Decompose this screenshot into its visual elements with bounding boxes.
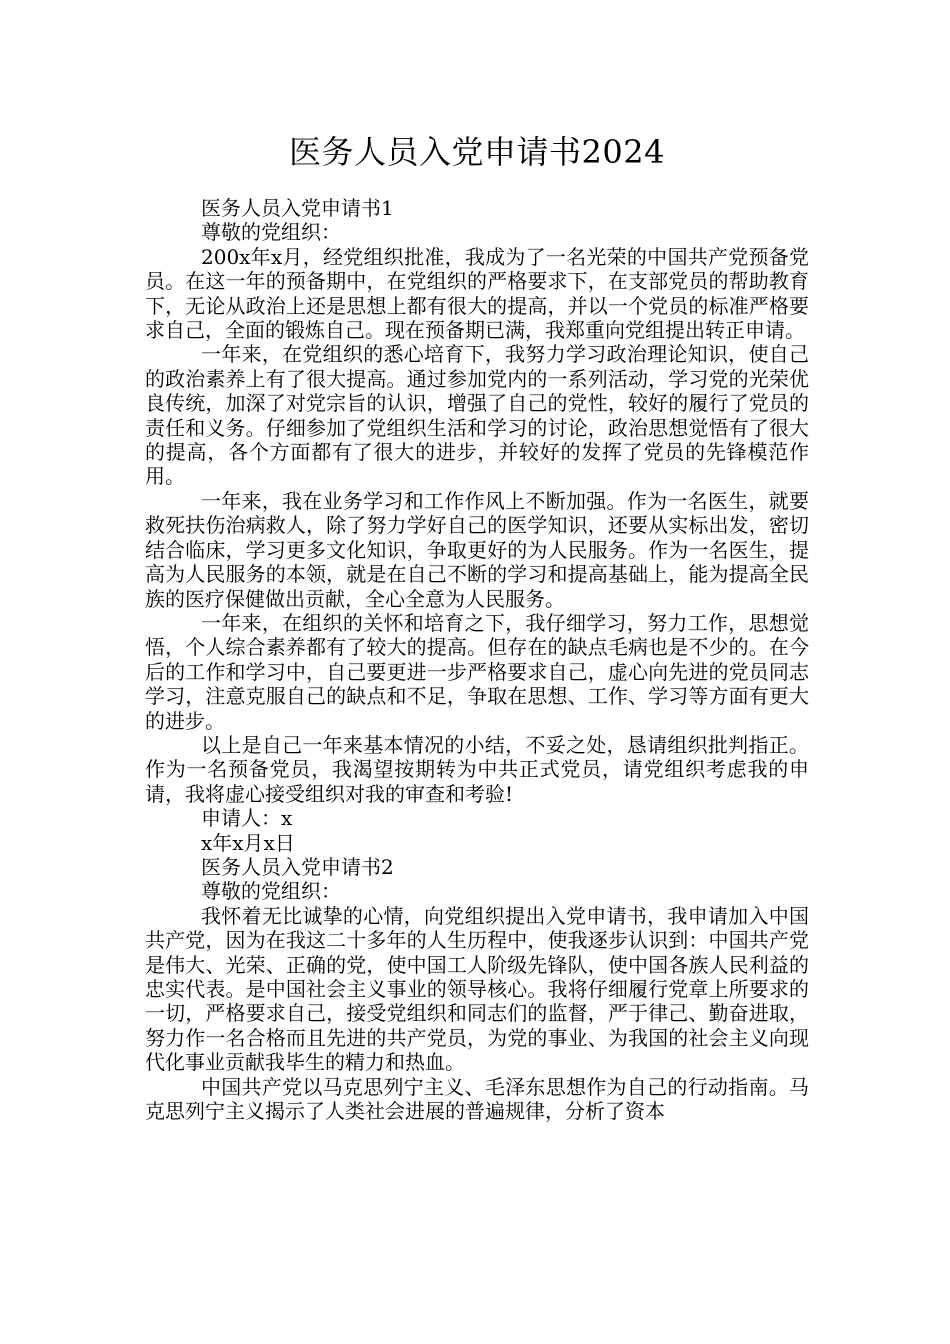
applicant-signature: 申请人：x [201, 806, 293, 831]
salutation-2: 尊敬的党组织： [201, 879, 341, 904]
salutation-1: 尊敬的党组织： [201, 220, 341, 245]
document-page [145, 130, 809, 1123]
body-paragraph: 一年来，我在业务学习和工作作风上不断加强。作为一名医生，就要救死扶伤治病救人，除了努力学好自己的医学知识，还要从实标出发，密切结合临床，学习更多文化知识，争取更好的为人民服务。作为一名医生，提高为人民服务的本领，就是在自己不断的学习和提高基础上，能为提高全民族的医疗保健做出贡献，全心全意为人民服务。 [145, 488, 809, 611]
document-title: 医务人员入党申请书2024 [289, 133, 665, 171]
body-paragraph: 我怀着无比诚挚的心情，向党组织提出入党申请书，我申请加入中国共产党，因为在我这二十多年的人生历程中，使我逐步认识到：中国共产党是伟大、光荣、正确的党，使中国工人阶级先锋队，使中国各族人民利益的忠实代表。是中国社会主义事业的领导核心。我将仔细履行党章上所要求的一切，严格要求自己，接受党组织和同志们的监督，严于律己、勤奋进取，努力作一名合格而且先进的共产党员，为党的事业、为我国的社会主义向现代化事业贡献我毕生的精力和热血。 [145, 903, 809, 1075]
body-paragraph: 一年来，在组织的关怀和培育之下，我仔细学习，努力工作，思想觉悟，个人综合素养都有了较大的提高。但存在的缺点毛病也是不少的。在今后的工作和学习中，自己要更进一步严格要求自己，虚心向先进的党员同志学习，注意克服自己的缺点和不足，争取在思想、工作、学习等方面有更大的进步。 [145, 610, 809, 733]
body-paragraph: 以上是自己一年来基本情况的小结，不妥之处，恳请组织批判指正。作为一名预备党员，我渴望按期转为中共正式党员，请党组织考虑我的申请，我将虚心接受组织对我的审查和考验! [145, 732, 809, 806]
body-paragraph: 一年来，在党组织的悉心培育下，我努力学习政治理论知识，使自己的政治素养上有了很大提高。通过参加党内的一系列活动，学习党的光荣优良传统，加深了对党宗旨的认识，增强了自己的党性，较好的履行了党员的责任和义务。仔细参加了党组织生活和学习的讨论，政治思想觉悟有了很大的提高，各个方面都有了很大的进步，并较好的发挥了党员的先锋模范作用。 [145, 342, 809, 489]
body-paragraph: 200x年x月，经党组织批准，我成为了一名光荣的中国共产党预备党员。在这一年的预备期中，在党组织的严格要求下，在支部党员的帮助教育下，无论从政治上还是思想上都有很大的提高，并以一个党员的标准严格要求自己，全面的锻炼自己。现在预备期已满，我郑重向党组提出转正申请。 [145, 244, 809, 343]
body-paragraph: 中国共产党以马克思列宁主义、毛泽东思想作为自己的行动指南。马克思列宁主义揭示了人类社会进展的普遍规律，分析了资本 [145, 1074, 809, 1124]
section-heading-2: 医务人员入党申请书2 [201, 854, 394, 879]
section-heading-1: 医务人员入党申请书1 [201, 196, 394, 220]
signature-date: x年x月x日 [201, 830, 295, 855]
